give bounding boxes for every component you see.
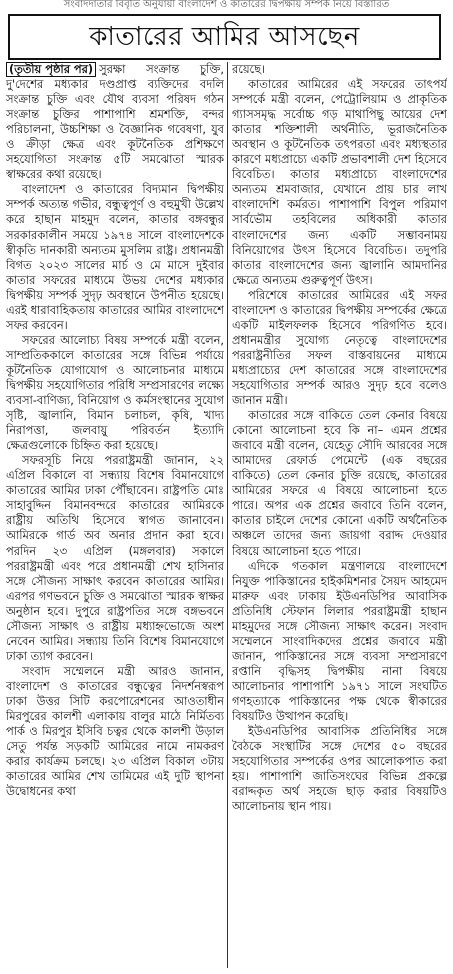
- article-paragraph: বাংলাদেশ ও কাতারের বিদ্যমান দ্বিপক্ষীয় সম্পর্ক অত্যন্ত গভীর, বন্ধুত্বপূর্ণ ও বহুমুখী উল্লেখ করে হাছান মাহমুদ বলেন, কাতার বঙ্গবন্ধুর সরকারকালীন সময়ে ১৯৭৪ সালে বাংলাদেশকে স্বীকৃতি দানকারী অন্যতম মুসলিম রাষ্ট্র। প্রধানমন্ত্রী বিগত ২০২৩ সালের মার্চ ও মে মাসে দুইবার কাতার সফরের মাধ্যমে উভয় দেশের মধ্যকার দ্বিপক্ষীয় সম্পর্ক সুদৃঢ় অবস্থানে উপনীত হয়েছে। এরই ধারাবাহিকতায় কাতারের আমির বাংলাদেশে সফর করবেন।: [6, 182, 224, 332]
- article-paragraph: কাতারের সঙ্গে বাকিতে তেল কেনার বিষয়ে কোনো আলোচনা হবে কি না– এমন প্রশ্নের জবাবে মন্ত্রী বলেন, যেহেতু সৌদি আরবের সঙ্গে আমাদের রেফার্ড পেমেন্টে (এক বছরের বাকিতে) তেল কেনার চুক্তি রয়েছে, কাতারের আমিরের সফরে এ বিষয়ে আলোচনা হতে পারে। অপর এক প্রশ্নের জবাবে তিনি বলেন, কাতার চাইলে দেশের কোনো একটি অর্থনৈতিক অঞ্চলে তাদের জন্য জায়গা বরাদ্দ দেওয়ার বিষয়ে আলোচনা হতে পারে।: [232, 408, 447, 558]
- previous-article-strip: সংবাদদাতার বিবৃতি অনুযায়ী বাংলাদেশ ও কাতারের দ্বিপক্ষীয় সম্পর্ক নিয়ে বিস্তারিত: [63, 0, 390, 10]
- headline: কাতারের আমির আসছেন: [89, 22, 360, 52]
- article-paragraph: সফরের আলোচ্য বিষয় সম্পর্কে মন্ত্রী বলেন, সাম্প্রতিককালে কাতারের সঙ্গে বিভিন্ন পর্যায়ে কূটনৈতিক যোগাযোগ ও আলোচনার মাধ্যমে দ্বিপক্ষীয় সহযোগিতার পরিধি সম্প্রসারণের লক্ষ্যে ব্যবসা-বাণিজ্য, বিনিয়োগ ও কর্মসংস্থানের সুযোগ সৃষ্টি, জ্বালানি, বিমান চলাচল, কৃষি, খাদ্য নিরাপত্তা, জলবায়ু পরিবর্তন ইত্যাদি ক্ষেত্রগুলোকে চিহ্নিত করা হয়েছে।: [6, 332, 224, 453]
- article-paragraph: ইউএনডিপির আবাসিক প্রতিনিধির সঙ্গে বৈঠকে সংস্থাটির সঙ্গে দেশের ৫০ বছরের সহযোগিতার সম্পর্কের ওপর আলোকপাত করা হয়। পাশাপাশি জাতিসংঘের বিভিন্ন প্রকল্পে বরাদ্দকৃত অর্থ সহজে ছাড় করার বিষয়টিও আলোচনায় স্থান পায়।: [232, 724, 447, 814]
- article-paragraph: এদিকে গতকাল মন্ত্রণালয়ে বাংলাদেশে নিযুক্ত পাকিস্তানের হাইকমিশনার সৈয়দ আহমেদ মারুফ এবং ঢাকায় ইউএনডিপির আবাসিক প্রতিনিধি স্টেফান লিলার পররাষ্ট্রমন্ত্রী হাছান মাহমুদের সঙ্গে সৌজন্য সাক্ষাৎ করেন। সংবাদ সম্মেলনে সাংবাদিকদের প্রশ্নের জবাবে মন্ত্রী জানান, পাকিস্তানের সঙ্গে ব্যবসা সম্প্রসারণে রপ্তানি বৃদ্ধিসহ দ্বিপক্ষীয় নানা বিষয়ে আলোচনার পাশাপাশি ১৯৭১ সালে সংঘটিত গণহত্যাকে পাকিস্তানের পক্ষ থেকে স্বীকারের বিষয়টিও উত্থাপন করেছি।: [232, 558, 447, 724]
- article-paragraph: কাতারের আমিরের এই সফরের তাৎপর্য সম্পর্কে মন্ত্রী বলেন, পেট্রোলিয়াম ও প্রাকৃতিক গ্যাসসমৃদ্ধ সর্বোচ্চ গড় মাথাপিছু আয়ের দেশ কাতার শক্তিশালী অর্থনীতি, ভূরাজনৈতিক অবস্থান ও কূটনৈতিক তৎপরতা এবং মধ্যস্থতার কারণে মধ্যপ্রাচ্যে একটি প্রভাবশালী দেশ হিসেবে বিবেচিত। কাতার মধ্যপ্রাচ্যে বাংলাদেশের অন্যতম শ্রমবাজার, যেখানে প্রায় চার লাখ বাংলাদেশি কর্মরত। পাশাপাশি বিপুল পরিমাণ সার্বভৌম তহবিলের অধিকারী কাতার বাংলাদেশের জন্য একটি সম্ভাবনাময় বিনিয়োগের উৎস হিসেবে বিবেচিত। তদুপরি কাতার বাংলাদেশের জন্য জ্বালানি আমদানির ক্ষেত্রে অন্যতম গুরুত্বপূর্ণ উৎস।: [232, 77, 447, 287]
- article-paragraph: সফরসূচি নিয়ে পররাষ্ট্রমন্ত্রী জানান, ২২ এপ্রিল বিকালে বা সন্ধ্যায় বিশেষ বিমানযোগে কাতারের আমির ঢাকা পৌঁছাবেন। রাষ্ট্রপতি মোঃ সাহাবুদ্দিন বিমানবন্দরে কাতারের আমিরকে রাষ্ট্রীয় অতিথি হিসেবে স্বাগত জানাবেন। আমিরকে গার্ড অব অনার প্রদান করা হবে। পরদিন ২৩ এপ্রিল (মঙ্গলবার) সকালে পররাষ্ট্রমন্ত্রী এবং পরে প্রধানমন্ত্রী শেখ হাসিনার সঙ্গে সৌজন্য সাক্ষাৎ করবেন কাতারের আমির। এরপর গণভবনে চুক্তি ও সমঝোতা স্মারক স্বাক্ষর অনুষ্ঠান হবে। দুপুরে রাষ্ট্রপতির সঙ্গে বঙ্গভবনে সৌজন্য সাক্ষাৎ ও রাষ্ট্রীয় মধ্যাহ্নভোজে অংশ নেবেন আমির। সন্ধ্যায় তিনি বিশেষ বিমানযোগে ঢাকা ত্যাগ করবেন।: [6, 453, 224, 663]
- article-paragraph: পরিশেষে কাতারের আমিরের এই সফর বাংলাদেশ ও কাতারের দ্বিপক্ষীয় সম্পর্কের ক্ষেত্রে একটি মাইলফলক হিসেবে পরিগণিত হবে। প্রধানমন্ত্রীর সুযোগ্য নেতৃত্বে বাংলাদেশের পররাষ্ট্রনীতির সফল বাস্তবায়নের মাধ্যমে মধ্যপ্রাচ্যের দেশ কাতারের সঙ্গে বাংলাদেশের সহযোগিতার সম্পর্ক আরও সুদৃঢ় হবে বলেও জানান মন্ত্রী।: [232, 287, 447, 408]
- article-column-left: [6, 62, 224, 974]
- continued-from-label: (তৃতীয় পৃষ্ঠার পর): [6, 62, 96, 77]
- column-divider: [227, 62, 228, 968]
- lead-paragraph: [6, 62, 224, 182]
- lead-text: সুরক্ষা সংক্রান্ত চুক্তি, দু'দেশের মধ্যকার দণ্ডপ্রাপ্ত ব্যক্তিদের বদলি সংক্রান্ত চুক্তি এবং যৌথ ব্যবসা পরিষদ গঠন সংক্রান্ত চুক্তির পাশাপাশি শ্রমশক্তি, বন্দর পরিচালনা, উচ্চশিক্ষা ও বৈজ্ঞানিক গবেষণা, যুব ও ক্রীড়া ক্ষেত্র এবং কূটনৈতিক প্রশিক্ষণে সহযোগিতা সংক্রান্ত ৫টি সমঝোতা স্মারক স্বাক্ষরের কথা রয়েছে।: [6, 62, 224, 182]
- article-paragraph: সংবাদ সম্মেলনে মন্ত্রী আরও জানান, বাংলাদেশ ও কাতারের বন্ধুত্বের নিদর্শনস্বরূপ ঢাকা উত্তর সিটি করপোরেশনের আওতাধীন মিরপুরের কালশী এলাকায় বালুর মাঠে নির্মিতব্য পার্ক ও মিরপুর ইসিবি চত্বর থেকে কালশী উড়াল সেতু পর্যন্ত সড়কটি আমিরের নামে নামকরণ করার কার্যক্রম চলছে। ২৩ এপ্রিল বিকাল ৩টায় কাতারের আমির শেখ তামিমের এই দুটি স্থাপনা উদ্বোধনের কথা: [6, 663, 224, 799]
- article-column-right: [232, 62, 447, 974]
- article-paragraph: রয়েছে।: [232, 62, 266, 76]
- headline-box: [8, 14, 441, 60]
